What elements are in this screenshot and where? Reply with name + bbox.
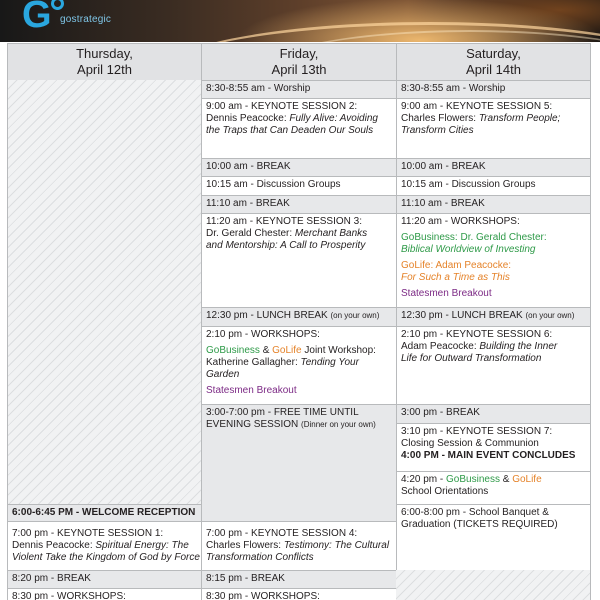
event-time: 2:10 pm - WORKSHOPS: xyxy=(206,329,320,340)
thursday-break xyxy=(7,570,202,589)
event-time: 6:00-8:00 pm - School Banquet & xyxy=(401,507,549,518)
session-title-cont: and Mentorship: A Call to Prosperity xyxy=(206,240,366,251)
gobusiness-label: GoBusiness xyxy=(446,474,500,485)
saturday-keynote-5 xyxy=(396,98,591,159)
logo-wordmark: gostrategic xyxy=(60,14,112,25)
speaker: Dennis Peacocke: xyxy=(206,113,290,124)
thursday-keynote-1 xyxy=(7,521,202,571)
golife-workshop-title: For Such a Time as This xyxy=(401,272,510,283)
thursday-empty-block xyxy=(7,80,202,505)
thursday-workshops xyxy=(7,588,202,600)
event-text: 10:15 am - Discussion Groups xyxy=(206,179,341,190)
golife-workshop: GoLife: Adam Peacocke: xyxy=(401,260,512,271)
event-text: EVENING SESSION xyxy=(206,419,299,430)
event-time: 4:20 pm - xyxy=(401,474,447,485)
friday-break-2 xyxy=(201,195,397,214)
amp: & xyxy=(259,345,273,356)
event-text: 12:30 pm - LUNCH BREAK xyxy=(206,310,328,321)
session-title-cont: the Traps that Can Deaden Our Souls xyxy=(206,125,374,136)
saturday-workshops xyxy=(396,213,591,308)
friday-keynote-3 xyxy=(201,213,397,308)
friday-workshops-evening xyxy=(201,588,397,600)
event-time: 9:00 am - KEYNOTE SESSION 5: xyxy=(401,101,553,112)
main-event-concludes: 4:00 PM - MAIN EVENT CONCLUDES xyxy=(401,450,576,461)
event-time: 9:00 am - KEYNOTE SESSION 2: xyxy=(206,101,358,112)
header-friday xyxy=(201,43,397,81)
thursday-welcome-reception xyxy=(7,504,202,522)
friday-keynote-4 xyxy=(201,521,397,571)
statesmen-breakout: Statesmen Breakout xyxy=(401,288,492,299)
friday-workshops xyxy=(201,326,397,405)
gobusiness-label: GoBusiness xyxy=(206,345,260,356)
session-title-cont: Garden xyxy=(206,369,240,380)
event-text: 11:10 am - BREAK xyxy=(206,198,290,209)
day-name: Friday, xyxy=(279,46,319,61)
friday-lunch-break xyxy=(201,307,397,327)
friday-worship xyxy=(201,80,397,99)
event-text: 12:30 pm - LUNCH BREAK xyxy=(401,310,523,321)
session-title: Building the Inner xyxy=(479,341,558,352)
event-text: 8:20 pm - BREAK xyxy=(12,573,91,584)
saturday-worship xyxy=(396,80,591,99)
event-text: Closing Session & Communion xyxy=(401,438,539,449)
speaker: Charles Flowers: xyxy=(206,540,284,551)
event-text: 8:30-8:55 am - Worship xyxy=(401,83,506,94)
saturday-keynote-7 xyxy=(396,423,591,472)
header-saturday xyxy=(396,43,591,81)
gobusiness-workshop-title: Biblical Worldview of Investing xyxy=(401,244,536,255)
session-title-cont: Transform Cities xyxy=(401,125,474,136)
session-title: Transform People; xyxy=(478,113,561,124)
event-time: 2:10 pm - KEYNOTE SESSION 6: xyxy=(401,329,553,340)
event-time: 11:20 am - WORKSHOPS: xyxy=(401,216,520,227)
speaker: Katherine Gallagher: xyxy=(206,357,301,368)
friday-discussion-groups xyxy=(201,176,397,196)
session-title-cont: Transformation Conflicts xyxy=(206,552,314,563)
session-title-cont: Violent Take the Kingdom of God by Force xyxy=(12,552,200,563)
day-date: April 13th xyxy=(271,62,327,77)
logo-mark: G xyxy=(22,0,52,36)
event-time: 3:10 pm - KEYNOTE SESSION 7: xyxy=(401,426,553,437)
event-note: (Dinner on your own) xyxy=(301,420,376,429)
friday-break-1 xyxy=(201,158,397,177)
event-text: 8:30 pm - WORKSHOPS: xyxy=(12,591,126,600)
event-text: 3:00 pm - BREAK xyxy=(401,407,480,418)
saturday-empty-block xyxy=(396,570,591,600)
logo-circle-icon xyxy=(51,0,64,10)
joint-label: Joint Workshop: xyxy=(301,345,376,356)
day-date: April 14th xyxy=(466,62,521,77)
saturday-break-1 xyxy=(396,158,591,177)
event-text: 8:30 pm - WORKSHOPS: xyxy=(206,591,320,600)
event-time: 3:00-7:00 pm - FREE TIME UNTIL xyxy=(206,407,359,418)
friday-break-3 xyxy=(201,570,397,589)
event-time: 7:00 pm - KEYNOTE SESSION 4: xyxy=(206,528,358,539)
session-title: Spiritual Energy: The xyxy=(95,540,189,551)
saturday-break-2 xyxy=(396,195,591,214)
saturday-banquet xyxy=(396,504,591,571)
event-note: (on your own) xyxy=(525,311,575,320)
header-thursday xyxy=(7,43,202,81)
event-time: 11:20 am - KEYNOTE SESSION 3: xyxy=(206,216,362,227)
speaker: Dennis Peacocke: xyxy=(12,540,96,551)
amp: & xyxy=(499,474,513,485)
day-date: April 12th xyxy=(77,62,132,77)
session-title: Tending Your xyxy=(300,357,359,368)
event-text: 8:15 pm - BREAK xyxy=(206,573,285,584)
header-banner xyxy=(0,0,600,42)
event-note: (on your own) xyxy=(330,311,380,320)
event-text: 11:10 am - BREAK xyxy=(401,198,485,209)
session-title-cont: Life for Outward Transformation xyxy=(401,353,542,364)
saturday-lunch-break xyxy=(396,307,591,327)
day-name: Saturday, xyxy=(466,46,521,61)
speaker: Adam Peacocke: xyxy=(401,341,480,352)
session-title: Merchant Banks xyxy=(294,228,368,239)
friday-free-time xyxy=(201,404,397,522)
event-text: 10:00 am - BREAK xyxy=(401,161,486,172)
event-text: 8:30-8:55 am - Worship xyxy=(206,83,311,94)
saturday-discussion-groups xyxy=(396,176,591,196)
speaker: Dr. Gerald Chester: xyxy=(206,228,295,239)
session-title: Fully Alive: Avoiding xyxy=(289,113,378,124)
statesmen-breakout: Statesmen Breakout xyxy=(206,385,297,396)
golife-label: GoLife xyxy=(512,474,542,485)
golife-label: GoLife xyxy=(272,345,302,356)
speaker: Charles Flowers: xyxy=(401,113,479,124)
saturday-break-3 xyxy=(396,404,591,424)
event-text: 10:00 am - BREAK xyxy=(206,161,291,172)
day-name: Thursday, xyxy=(76,46,133,61)
event-text: Graduation (TICKETS REQUIRED) xyxy=(401,519,558,530)
saturday-school-orientations xyxy=(396,471,591,505)
gobusiness-workshop: GoBusiness: Dr. Gerald Chester: xyxy=(401,232,547,243)
saturday-keynote-6 xyxy=(396,326,591,405)
event-text: 10:15 am - Discussion Groups xyxy=(401,179,536,190)
event-text: School Orientations xyxy=(401,486,489,497)
session-title: Testimony: The Cultural xyxy=(283,540,390,551)
friday-keynote-2 xyxy=(201,98,397,159)
event-text: 6:00-6:45 PM - WELCOME RECEPTION xyxy=(12,507,196,518)
event-time: 7:00 pm - KEYNOTE SESSION 1: xyxy=(12,528,164,539)
